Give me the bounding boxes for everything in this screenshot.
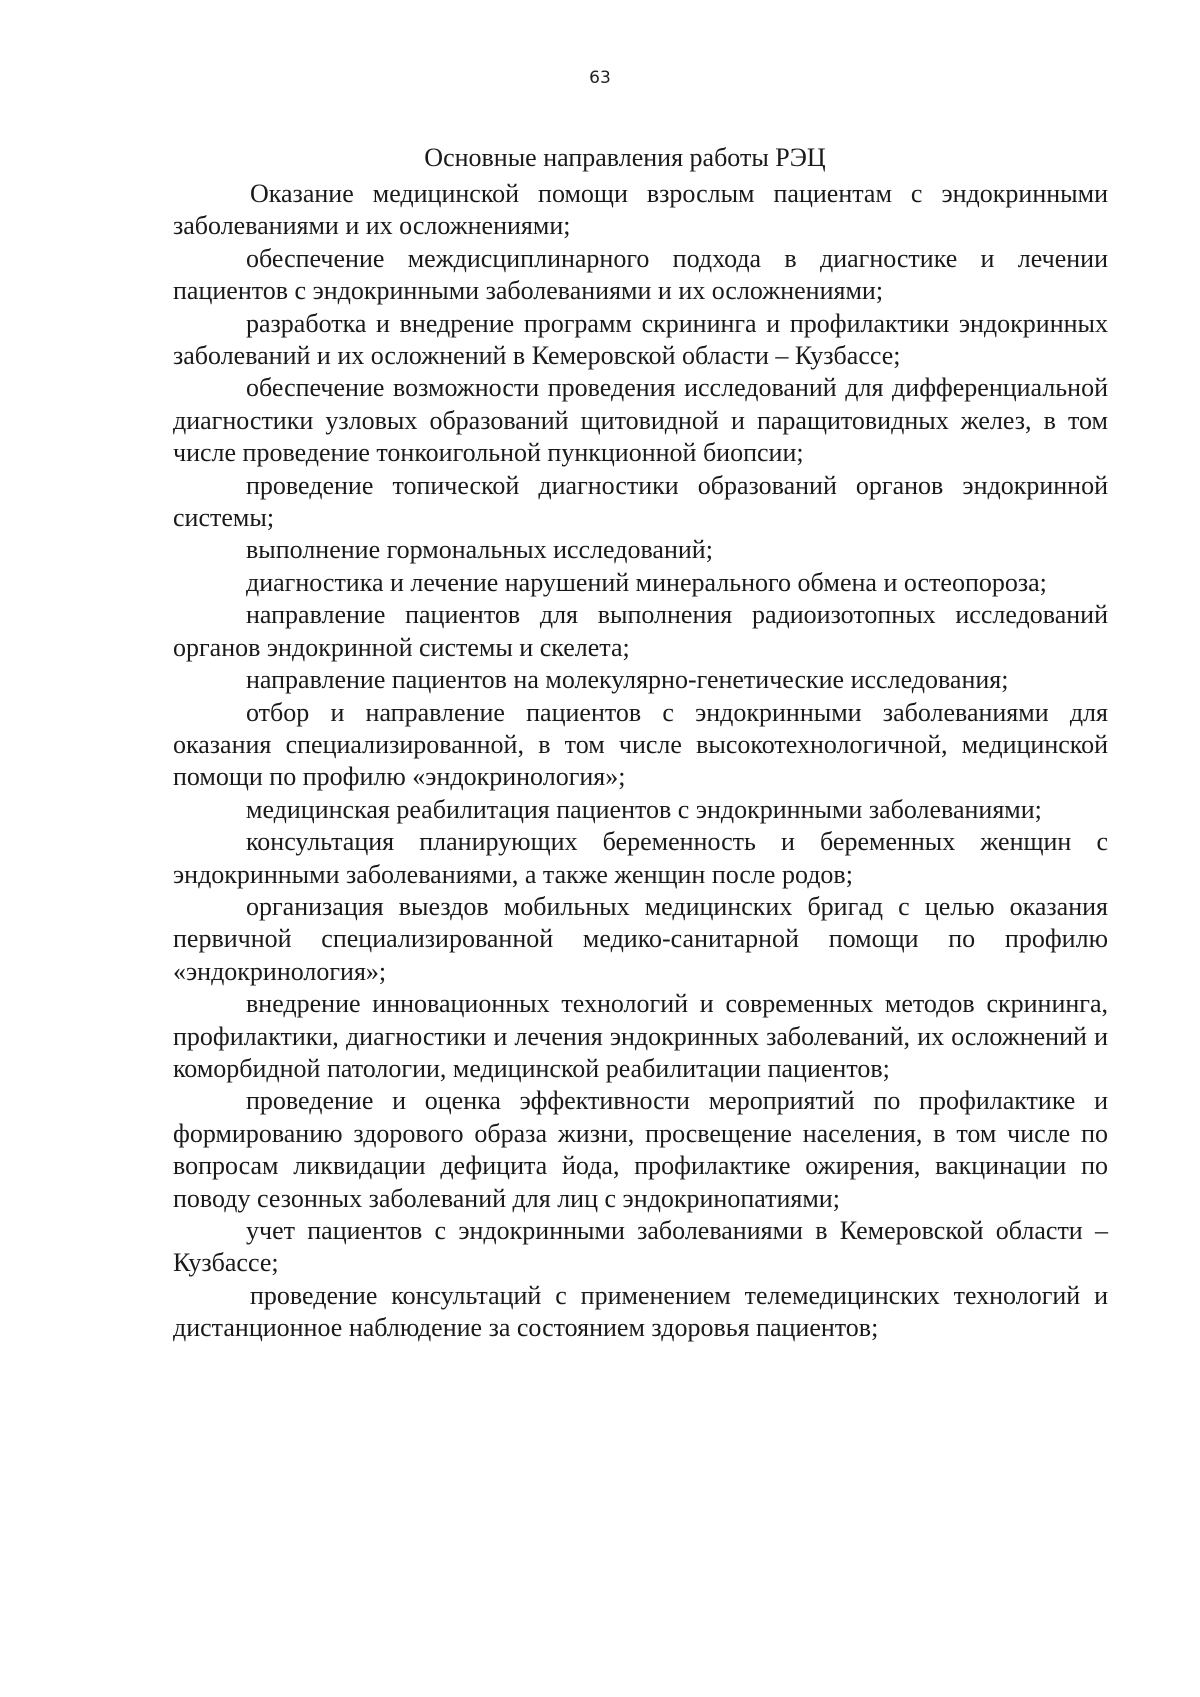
- directions-list: [173, 178, 1108, 1345]
- list-item: учет пациентов с эндокринными заболеваниями в Кемеровской области – Кузбассе;: [173, 1216, 1108, 1278]
- list-item: направление пациентов на молекулярно-генетические исследования;: [246, 665, 1009, 695]
- list-item: внедрение инновационных технологий и современных методов скрининга, профилактики, диагностики и лечения эндокринных заболеваний, их осложнений и коморбидной патологии, медицинской реабилитации пациентов;: [173, 989, 1108, 1083]
- list-item: проведение консультаций с применением телемедицинских технологий и дистанционное наблюдение за состоянием здоровья пациентов;: [173, 1280, 1108, 1343]
- list-item: Оказание медицинской помощи взрослым пациентам с эндокринными заболеваниями и их осложнениями;: [173, 179, 1108, 241]
- list-item: обеспечение возможности проведения исследований для дифференциальной диагностики узловых образований щитовидной и паращитовидных желез, в том числе проведение тонкоигольной пункционной биопсии;: [173, 373, 1108, 468]
- list-item: выполнение гормональных исследований;: [246, 535, 713, 565]
- list-item: организация выездов мобильных медицинских бригад с целью оказания первичной специализированной медико-санитарной помощи по профилю «эндокринология»;: [173, 891, 1108, 986]
- page-title: Основные направления работы РЭЦ: [424, 143, 826, 172]
- list-item: консультация планирующих беременность и беременных женщин с эндокринными заболеваниями, а также женщин после родов;: [173, 827, 1108, 889]
- list-item: проведение и оценка эффективности мероприятий по профилактике и формированию здорового образа жизни, просвещение населения, в том числе по вопросам ликвидации дефицита йода, профилактике ожирения, вакцинации по поводу сезонных заболеваний для лиц с эндокринопатиями;: [173, 1086, 1108, 1213]
- list-item: проведение топической диагностики образований органов эндокринной системы;: [173, 470, 1108, 533]
- list-item: медицинская реабилитация пациентов с эндокринными заболеваниями;: [246, 794, 1042, 824]
- list-item: отбор и направление пациентов с эндокринными заболеваниями для оказания специализированной, в том числе высокотехнологичной, медицинской помощи по профилю «эндокринология»;: [173, 697, 1108, 792]
- list-item: обеспечение междисциплинарного подхода в диагностике и лечении пациентов с эндокринными заболеваниями и их осложнениями;: [173, 243, 1108, 306]
- page-number: 63: [589, 68, 611, 88]
- list-item: разработка и внедрение программ скрининга и профилактики эндокринных заболеваний и их осложнений в Кемеровской области – Кузбассе;: [173, 308, 1108, 371]
- list-item: направление пациентов для выполнения радиоизотопных исследований органов эндокринной системы и скелета;: [173, 600, 1108, 662]
- list-item: диагностика и лечение нарушений минерального обмена и остеопороза;: [246, 567, 1047, 597]
